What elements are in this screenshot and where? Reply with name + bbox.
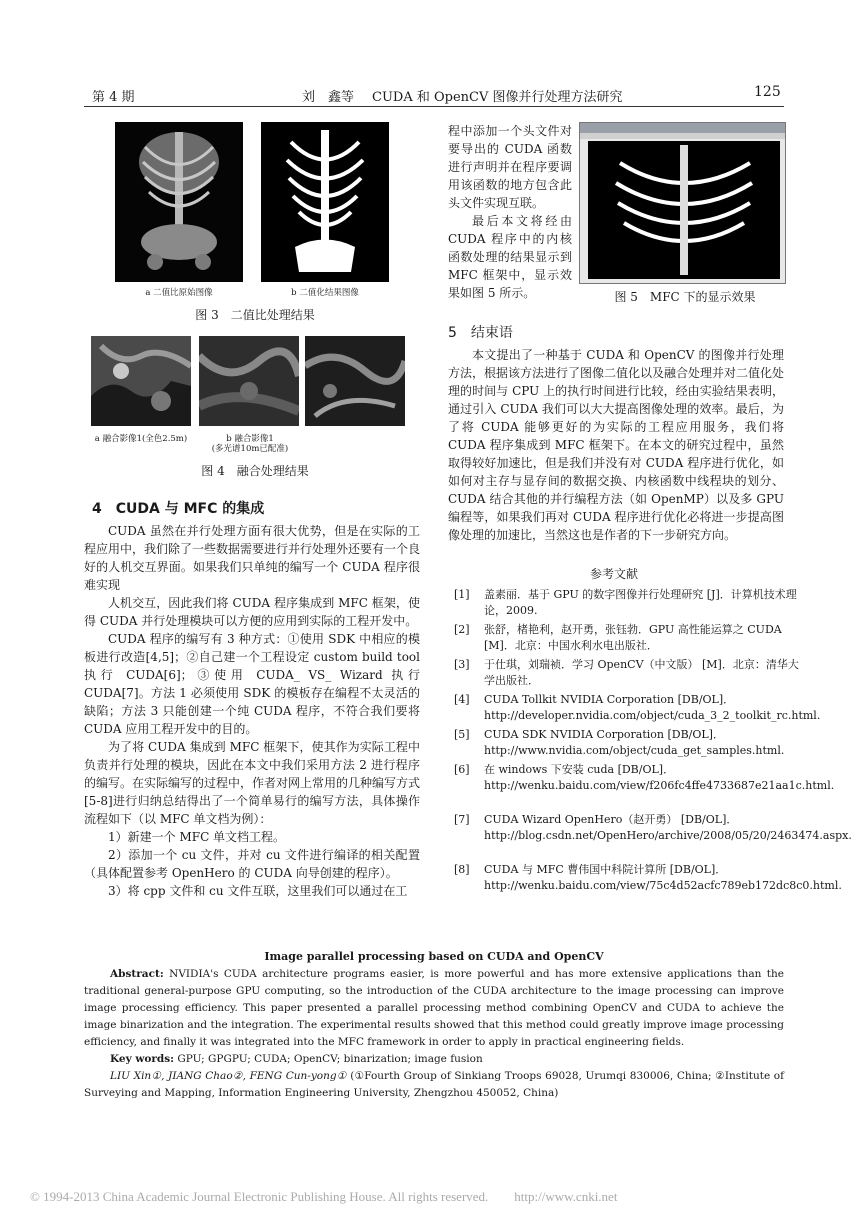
reference-number: [5] [454,728,470,741]
fig4-sub-b-line1: b 融合影像1 [226,434,274,444]
fig3-original-image [115,122,243,282]
fig3-caption: 图 3 二值比处理结果 [195,308,315,322]
section4-paragraph: 1）新建一个 MFC 单文档工程。 [108,830,286,844]
running-title: CUDA 和 OpenCV 图像并行处理方法研究 [372,90,623,105]
reference-text: CUDA Wizard OpenHero（赵开勇） [DB/OL]．http://blog.csdn.net/OpenHero/archive/2008/05/20/2463474.aspx. [484,813,852,842]
fig3-sub-a: a 二值比原始图像 [145,288,213,298]
fig3-binary-image [261,122,389,282]
references-title: 参考文献 [590,567,639,581]
fig4-caption: 图 4 融合处理结果 [201,464,309,478]
section4-paragraph: 人机交互，因此我们将 CUDA 程序集成到 MFC 框架，使得 CUDA 并行处理模块可以方便的应用到实际的工程开发中。 [84,596,420,628]
right-top-paragraph: 最后本文将经由 CUDA 程序中的内核函数处理的结果显示到 MFC 框架中，显示效果如图 5 所示。 [448,214,572,300]
abstract-label: Abstract: [110,968,164,980]
page-number: 125 [754,84,781,100]
reference-text: 在 windows 下安装 cuda [DB/OL]．http://wenku.baidu.com/view/f206fc4ffe4733687e21aa1c.html. [484,763,835,792]
section4-paragraph: 3）将 cpp 文件和 cu 文件互联，这里我们可以通过在工 [108,884,408,898]
fig4-multispectral-image [199,336,299,426]
reference-text: 盖素丽．基于 GPU 的数字图像并行处理研究 [J]．计算机技术理论，2009. [484,588,797,617]
english-affiliation: (①Fourth Group of Sinkiang Troops 69028, Urumqi 830006, China; ②Institute of Surveying and Mapping, Information Engineering University, Zhengzhou 450052, China) [84,1070,784,1099]
english-authors: LIU Xin①, JIANG Chao②, FENG Cun-yong① [110,1070,347,1082]
abstract-text: NVIDIA's CUDA architecture programs easier, is more powerful and has more extensive applications than the traditional general-purpose GPU computing, so the introduction of the CUDA architecture to the image processing can improve image processing efficiency. This paper presented a parallel processing method combining OpenCV and CUDA to achieve the image binarization and the integration. The experimental results showed that this method could greatly improve image processing efficiency, and finally it was integrated into the MFC framework in order to apply in practical engineering fields. [84,968,784,1048]
reference-text: CUDA 与 MFC 曹伟国中科院计算所 [DB/OL]．http://wenku.baidu.com/view/75c4d52acfc789eb172dc8c0.html. [484,863,842,892]
journal-issue: 第 4 期 [92,90,135,105]
section4-body [84,522,420,900]
fig3-sub-b: b 二值化结果图像 [291,288,359,298]
reference-text: CUDA SDK NVIDIA Corporation [DB/OL]．http://www.nvidia.com/object/cuda_get_samples.html. [484,728,785,757]
fig5-mfc-window [579,122,786,284]
fig4-pan-image [91,336,191,426]
section4-paragraph: CUDA 程序的编写有 3 种方式：①使用 SDK 中相应的模板进行改造[4,5]；②自己建一个工程设定 custom build tool 执行 CUDA[6]；③使用 CUDA_ VS_ Wizard 执行 CUDA[7]。方法 1 必须使用 SDK 的模板存在编程不太灵活的缺陷；方法 3 只能创建一个纯 CUDA 程序，不符合我们要将 CUDA 应用工程开发中的目的。 [84,632,420,736]
reference-number: [1] [454,588,470,601]
fig5-caption: 图 5 MFC 下的显示效果 [614,290,756,304]
english-abstract-block [84,966,784,1102]
right-top-text [448,122,572,302]
keywords-text: GPU; GPGPU; CUDA; OpenCV; binarization; image fusion [177,1053,483,1065]
reference-number: [6] [454,763,470,776]
section4-title: 4 CUDA 与 MFC 的集成 [92,501,265,517]
section4-paragraph: 为了将 CUDA 集成到 MFC 框架下，使其作为实际工程中负责并行处理的模块，因此在本文中我们采用方法 2 进行程序的编写。在实际编写的过程中，作者对网上常用的几种编写方式[5-8]进行归纳总结得出了一个简单易行的编写方法，具体操作流程如下（以 MFC 单文档为例）： [84,740,421,826]
reference-number: [4] [454,693,470,706]
fig4-sub-b-line2: (多光谱10m已配准) [211,444,289,454]
english-title: Image parallel processing based on CUDA and OpenCV [264,950,604,963]
right-top-paragraph: 程中添加一个头文件对要导出的 CUDA 函数进行声明并在程序要调用该函数的地方包含此头文件实现互联。 [448,124,572,210]
section5-body [448,346,784,544]
reference-text: 张舒，楮艳利，赵开勇，张钰勃．GPU 高性能运算之 CUDA [M]．北京：中国水利水电出版社． [484,623,782,652]
reference-text: CUDA Tollkit NVIDIA Corporation [DB/OL]．http://developer.nvidia.com/object/cuda_3_2_toolkit_rc.html. [484,693,821,722]
section5-paragraph: 本文提出了一种基于 CUDA 和 OpenCV 的图像并行处理方法，根据该方法进行了图像二值化以及融合处理并对二值化处理的时间与 CPU 上的执行时间进行比较，经由实验结果表明，通过引入 CUDA 我们可以大大提高图像处理的效率。最后，为了将 CUDA 能够更好的为实际的工程应用服务，我们将 CUDA 程序集成到 MFC 框架下。在本文的研究过程中，虽然取得较好加速比，但是我们并没有对 CUDA 程序进行优化，如如何对主存与显存间的数据交换、内核函数中线程块的划分、CUDA 结合其他的并行编程方法（如 OpenMP）以及多 GPU 编程等，如果我们再对 CUDA 程序进行优化必将进一步提高图像处理的加速比，当然这也是作者的下一步研究方向。 [448,348,785,542]
section4-paragraph: CUDA 虽然在并行处理方面有很大优势，但是在实际的工程应用中，我们除了一些数据需要进行并行处理外还要有一个良好的人机交互界面。如果我们只单纯的编写一个 CUDA 程序很难实现 [84,524,421,592]
reference-number: [3] [454,658,470,671]
section4-paragraph: 2）添加一个 cu 文件，并对 cu 文件进行编译的相关配置（具体配置参考 OpenHero 的 CUDA 向导创建的程序）。 [84,848,420,880]
header-authors: 刘 鑫等 [302,90,355,105]
keywords-label: Key words: [110,1053,175,1065]
header-rule [84,106,784,107]
fig4-sub-a: a 融合影像1(全色2.5m) [94,434,188,444]
reference-number: [2] [454,623,470,636]
copyright-footer: © 1994-2013 China Academic Journal Electronic Publishing House. All rights reserved. http://www.cnki.net [30,1189,618,1204]
reference-number: [7] [454,813,470,826]
reference-number: [8] [454,863,470,876]
section5-title: 5 结束语 [448,325,513,341]
reference-text: 于仕琪，刘瑞祯．学习 OpenCV（中文版） [M]．北京：清华大学出版社． [484,658,799,687]
fig4-fused-image [305,336,405,426]
